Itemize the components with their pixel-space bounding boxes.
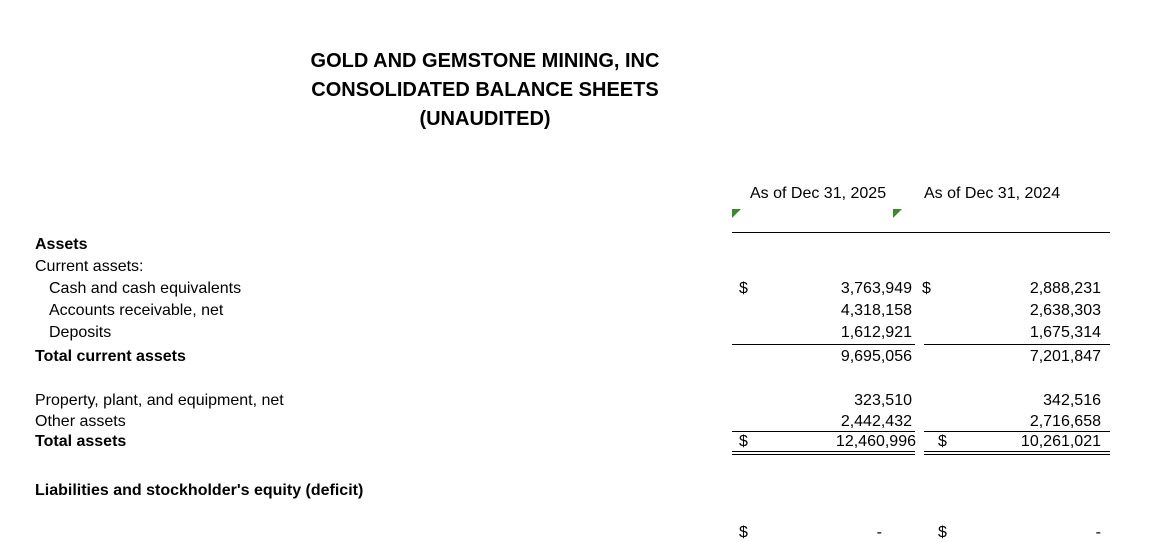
subtotal-rule <box>924 431 1110 432</box>
accounts-receivable-2024: 2,638,303 <box>1029 302 1101 319</box>
total-double-rule <box>732 451 915 455</box>
currency-symbol: $ <box>938 524 947 541</box>
other-assets-2025: 2,442,432 <box>840 413 912 430</box>
row-label-total-current-assets: Total current assets <box>35 348 186 365</box>
statement-title: CONSOLIDATED BALANCE SHEETS <box>311 79 659 101</box>
currency-symbol: $ <box>739 524 748 541</box>
subtotal-rule <box>924 344 1110 345</box>
section-assets: Assets <box>35 236 88 253</box>
cash-2024: 2,888,231 <box>1029 280 1101 297</box>
section-current-assets: Current assets: <box>35 258 144 275</box>
comment-flag-icon[interactable] <box>732 209 741 218</box>
row-label-deposits: Deposits <box>49 324 112 341</box>
total-assets-2024: 10,261,021 <box>1020 433 1101 450</box>
comment-flag-icon[interactable] <box>893 209 902 218</box>
total-current-assets-2025: 9,695,056 <box>840 348 912 365</box>
row-label-accounts-receivable: Accounts receivable, net <box>49 302 224 319</box>
ppe-2024: 342,516 <box>1043 392 1101 409</box>
next-row-2024: - <box>1095 524 1101 541</box>
section-liabilities-equity: Liabilities and stockholder's equity (deficit) <box>35 482 364 499</box>
deposits-2024: 1,675,314 <box>1029 324 1101 341</box>
deposits-2025: 1,612,921 <box>840 324 912 341</box>
row-label-cash: Cash and cash equivalents <box>49 280 242 297</box>
column-header-2024: As of Dec 31, 2024 <box>924 185 1061 202</box>
total-assets-2025: 12,460,996 <box>835 433 916 450</box>
total-double-rule <box>924 451 1110 455</box>
other-assets-2024: 2,716,658 <box>1029 413 1101 430</box>
ppe-2025: 323,510 <box>854 392 912 409</box>
cash-2025: 3,763,949 <box>840 280 912 297</box>
company-name: GOLD AND GEMSTONE MINING, INC <box>310 50 660 72</box>
currency-symbol: $ <box>922 280 931 297</box>
next-row-2025: - <box>876 524 882 541</box>
subtotal-rule <box>732 431 915 432</box>
audit-note: (UNAUDITED) <box>419 108 551 130</box>
column-header-2025: As of Dec 31, 2025 <box>750 185 887 202</box>
accounts-receivable-2025: 4,318,158 <box>840 302 912 319</box>
row-label-ppe: Property, plant, and equipment, net <box>35 392 284 409</box>
header-underline <box>732 232 1110 233</box>
currency-symbol: $ <box>739 433 748 450</box>
total-current-assets-2024: 7,201,847 <box>1029 348 1101 365</box>
subtotal-rule <box>732 344 915 345</box>
currency-symbol: $ <box>739 280 748 297</box>
row-label-total-assets: Total assets <box>35 433 127 450</box>
currency-symbol: $ <box>938 433 947 450</box>
row-label-other-assets: Other assets <box>35 413 126 430</box>
